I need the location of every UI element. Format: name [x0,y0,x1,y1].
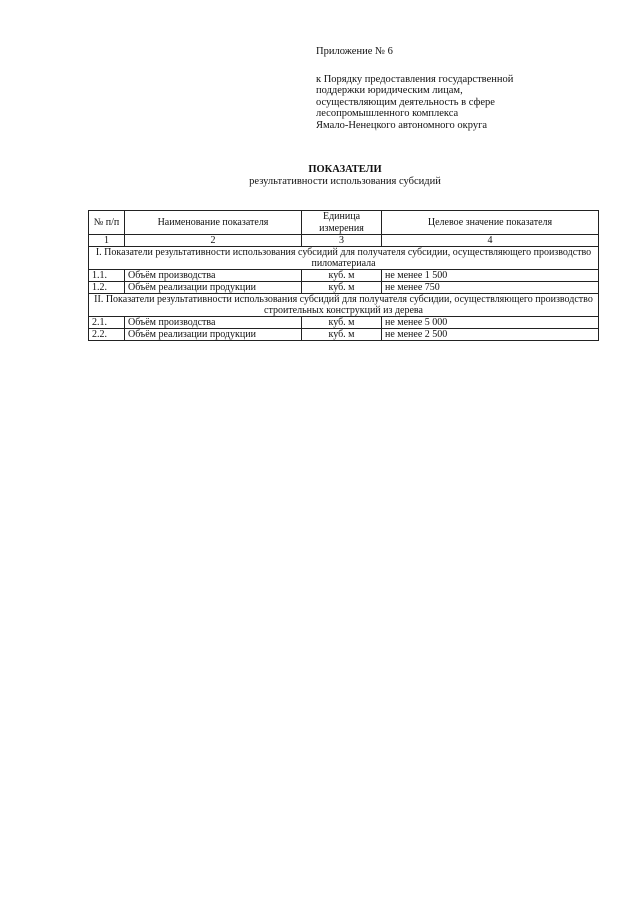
appendix-number: Приложение № 6 [316,46,393,57]
row-num: 1.2. [89,282,125,294]
row-value: не менее 2 500 [382,329,599,341]
header-value: Целевое значение показателя [382,211,599,235]
row-num: 1.1. [89,270,125,282]
title-main: ПОКАЗАТЕЛИ [308,164,382,175]
indicators-table [88,210,599,341]
title-sub: результативности использования субсидий [249,176,441,187]
row-name: Объём производства [125,317,302,329]
document-title [90,164,600,188]
row-value: не менее 5 000 [382,317,599,329]
appendix-line: Ямало-Ненецкого автономного округа [316,119,488,131]
table-row [89,329,599,341]
header-num: № п/п [89,211,125,235]
table-row [89,317,599,329]
table-numbering-row [89,235,599,247]
row-name: Объём реализации продукции [125,282,302,294]
row-unit: куб. м [302,329,382,341]
appendix-line: лесопромышленного комплекса [316,108,459,120]
col-number: 3 [302,235,382,247]
header-unit: Единица измерения [302,211,382,235]
row-num: 2.1. [89,317,125,329]
row-value: не менее 1 500 [382,270,599,282]
section-row [89,294,599,317]
section-row [89,247,599,270]
row-unit: куб. м [302,317,382,329]
section-title: I. Показатели результативности использования субсидий для получателя субсидии, осуществляющего производство пиломатериала [89,247,599,270]
table-header-row [89,211,599,235]
section-title: II. Показатели результативности использования субсидий для получателя субсидии, осуществляющего производство строительных конструкций из дерева [89,294,599,317]
table-row [89,270,599,282]
table-row [89,282,599,294]
appendix-line: к Порядку предоставления государственной [316,73,514,85]
row-value: не менее 750 [382,282,599,294]
row-name: Объём производства [125,270,302,282]
col-number: 1 [89,235,125,247]
appendix-line: осуществляющим деятельность в сфере [316,96,495,108]
appendix-header [316,46,616,132]
row-unit: куб. м [302,270,382,282]
row-num: 2.2. [89,329,125,341]
col-number: 4 [382,235,599,247]
appendix-line: поддержки юридическим лицам, [316,85,463,97]
row-unit: куб. м [302,282,382,294]
header-name: Наименование показателя [125,211,302,235]
col-number: 2 [125,235,302,247]
row-name: Объём реализации продукции [125,329,302,341]
